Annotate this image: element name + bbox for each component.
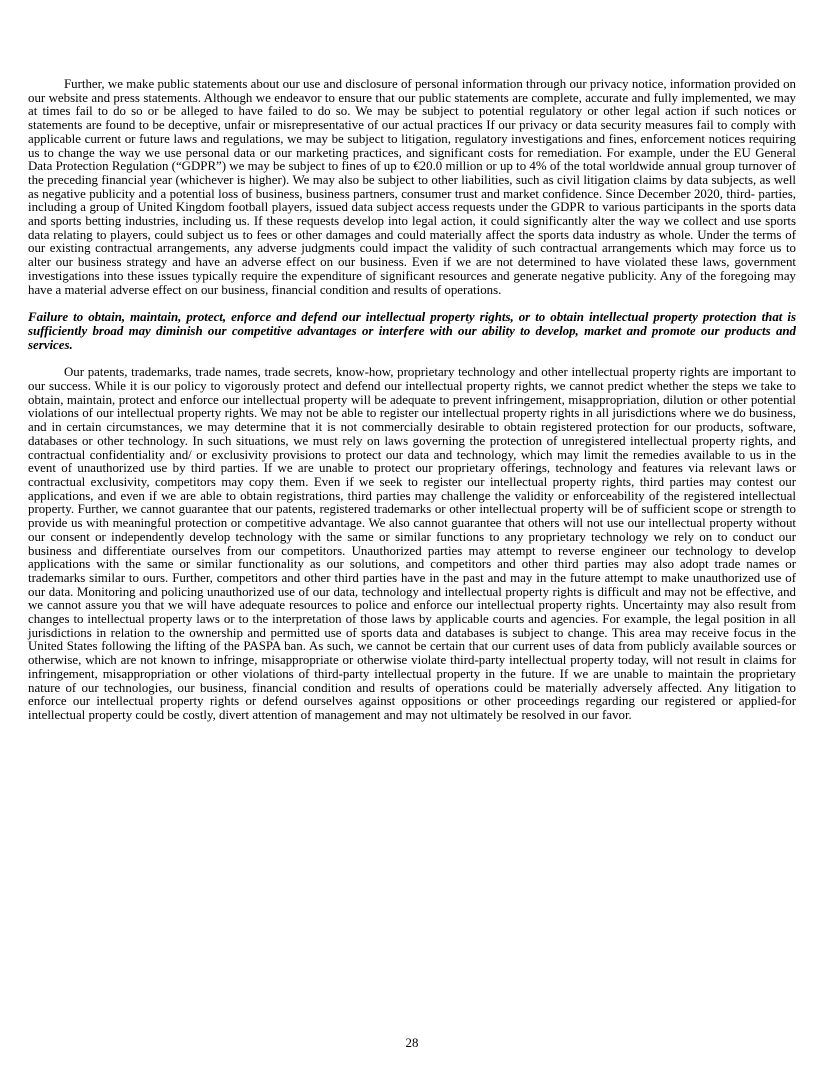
risk-factor-heading-intellectual-property: Failure to obtain, maintain, protect, enforce and defend our intellectual property rights, or to obtain intellectual property protection that is sufficiently broad may diminish our competitive advantages or interfere with our ability to develop, market and promote our products and services. <box>28 310 796 352</box>
page-number: 28 <box>405 1036 419 1050</box>
paragraph-privacy-public-statements: Further, we make public statements about our use and disclosure of personal information through our privacy notice, information provided on our website and press statements. Although we endeavor to ensure that our public statements are complete, accurate and fully implemented, we may at times fail to do so or be alleged to have failed to do so. We may be subject to potential regulatory or other legal action if such notices or statements are found to be deceptive, unfair or misrepresentative of our actual practices If our privacy or data security measures fail to comply with applicable current or future laws and regulations, we may be subject to litigation, regulatory investigations and fines, enforcement notices requiring us to change the way we use personal data or our marketing practices, and significant costs for remediation. For example, under the EU General Data Protection Regulation (“GDPR”) we may be subject to fines of up to €20.0 million or up to 4% of the total worldwide annual group turnover of the preceding financial year (whichever is higher). We may also be subject to other liabilities, such as civil litigation claims by data subjects, as well as negative publicity and a potential loss of business, business partners, consumer trust and market confidence. Since December 2020, third- parties, including a group of United Kingdom football players, issued data subject access requests under the GDPR to various participants in the sports data and sports betting industries, including us. If these requests develop into legal action, it could significantly alter the way we collect and use sports data relating to players, could subject us to fees or other damages and could materially affect the sports data industry as whole. Under the terms of our existing contractual arrangements, any adverse judgments could impact the validity of such contractual arrangements which may force us to alter our business strategy and have an adverse effect on our business. Even if we are not determined to have violated these laws, government investigations into these issues typically require the expenditure of significant resources and generate negative publicity. Any of the foregoing may have a material adverse effect on our business, financial condition and results of operations. <box>28 77 796 297</box>
paragraph-intellectual-property-risks: Our patents, trademarks, trade names, trade secrets, know-how, proprietary technology and other intellectual property rights are important to our success. While it is our policy to vigorously protect and defend our intellectual property rights, we cannot predict whether the steps we take to obtain, maintain, protect and enforce our intellectual property will be adequate to prevent infringement, misappropriation, dilution or other potential violations of our intellectual property rights. We may not be able to register our intellectual property rights in all jurisdictions where we do business, and in certain circumstances, we may determine that it is not commercially desirable to obtain registered protection for our products, software, databases or other technology. In such situations, we must rely on laws governing the protection of unregistered intellectual property rights, and contractual confidentiality and/ or exclusivity provisions to protect our data and technology, which may limit the remedies available to us in the event of unauthorized use by third parties. If we are unable to protect our proprietary offerings, technology and features via relevant laws or contractual exclusivity, competitors may copy them. Even if we seek to register our intellectual property rights, third parties may contest our applications, and even if we are able to obtain registrations, third parties may challenge the validity or enforceability of the registered intellectual property. Further, we cannot guarantee that our patents, registered trademarks or other intellectual property will be of sufficient scope or strength to provide us with meaningful protection or competitive advantage. We also cannot guarantee that others will not use our intellectual property without our consent or independently develop technology with the same or similar functions to any proprietary technology we rely on to conduct our business and differentiate ourselves from our competitors. Unauthorized parties may attempt to reverse engineer our technology to develop applications with the same or similar functionality as our solutions, and competitors and other third parties may also adopt trade names or trademarks similar to ours. Further, competitors and other third parties have in the past and may in the future attempt to make unauthorized use of our data. Monitoring and policing unauthorized use of our data, technology and intellectual property rights is difficult and may not be effective, and we cannot assure you that we will have adequate resources to police and enforce our intellectual property rights. Uncertainty may also result from changes to intellectual property laws or to the interpretation of those laws by applicable courts and agencies. For example, the legal position in all jurisdictions in relation to the ownership and permitted use of sports data and databases is subject to change. This area may receive focus in the United States following the lifting of the PASPA ban. As such, we cannot be certain that our current uses of data from publicly available sources or otherwise, which are not known to infringe, misappropriate or otherwise violate third-party intellectual property today, will not result in claims for infringement, misappropriation or other violations of third-party intellectual property in the future. If we are unable to maintain the proprietary nature of our technologies, our business, financial condition and results of operations could be materially adversely affected. Any litigation to enforce our intellectual property rights or defend ourselves against oppositions or other proceedings regarding our registered or applied-for intellectual property could be costly, divert attention of management and may not ultimately be resolved in our favor. <box>28 365 796 722</box>
